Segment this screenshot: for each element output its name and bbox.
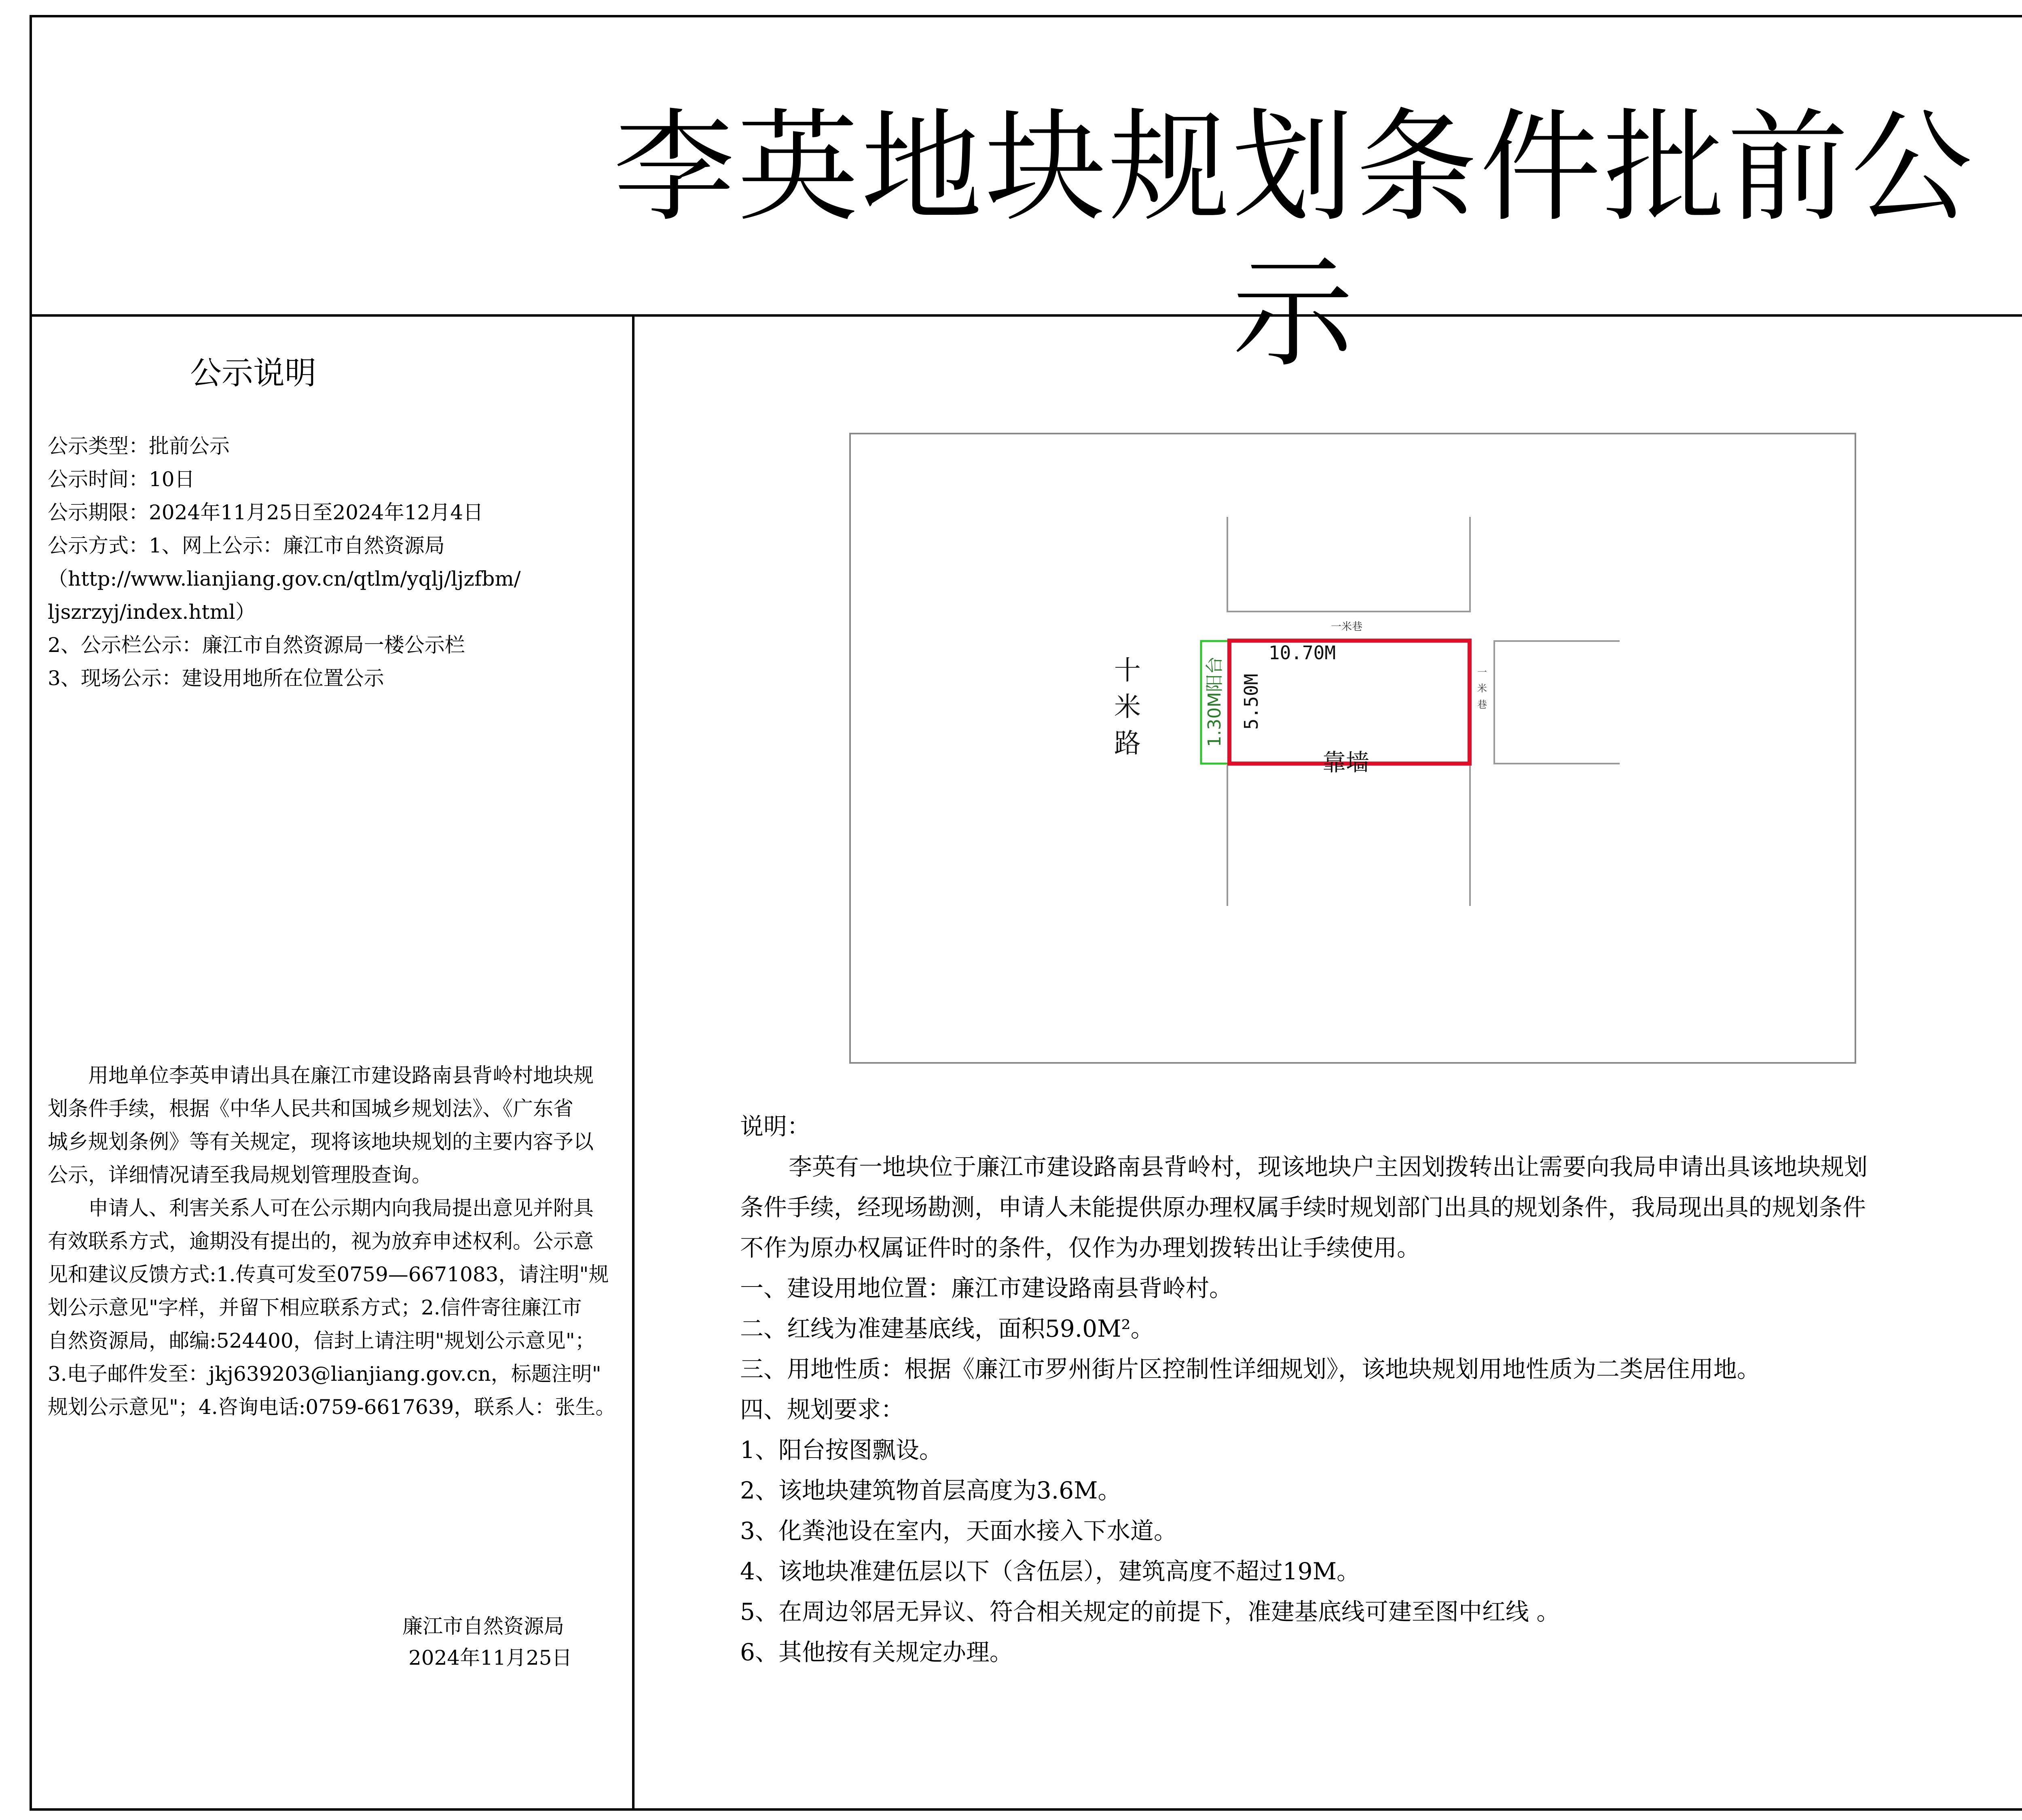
plan-border [850,434,1855,1063]
notice-body-line: 有效联系方式，逾期没有提出的，视为放弃申述权利。公示意 [48,1230,594,1253]
explanation-line: 1、阳台按图飘设。 [740,1436,943,1464]
right-block-outline [1494,641,1620,764]
base-line [1229,641,1470,764]
explanation-line: 李英有一地块位于廉江市建设路南县背岭村，现该地块户主因划拨转出让需要向我局申请出具该地块规划 [789,1153,1868,1181]
notice-body-line: 3.电子邮件发至：jkj639203@lianjiang.gov.cn，标题注明" [48,1362,601,1386]
explanation-line: 4、该地块准建伍层以下（含伍层），建筑高度不超过19M。 [740,1558,1360,1585]
notice-line: 2、公示栏公示：廉江市自然资源局一楼公示栏 [48,633,465,657]
explanation [740,1106,1868,1672]
explanation-heading: 说明： [740,1113,811,1140]
site-plan [849,433,1860,1068]
notice-body-line: 申请人、利害关系人可在公示期内向我局提出意见并附具 [88,1196,594,1220]
notice-body-line: 城乡规划条例》等有关规定，现将该地块规划的主要内容予以 [48,1130,594,1153]
left-column-divider [632,314,635,1811]
notice-body-line: 公示，详细情况请至我局规划管理股查询。 [48,1163,432,1187]
alley-right-label: 一 [1477,667,1487,678]
notice-line: ljszrzyj/index.html） [48,600,256,624]
alley-right-label: 米 [1477,683,1487,694]
page-title: 李英地块规划条件批前公示 [613,97,1975,384]
notice-body-line: 用地单位李英申请出具在廉江市建设路南县背岭村地块规 [88,1064,594,1087]
notice-line: 公示方式：1、网上公示：廉江市自然资源局 [48,534,445,557]
notice-body-line: 规划公示意见"；4.咨询电话:0759-6617639，联系人：张生。 [48,1395,616,1419]
explanation-line: 条件手续，经现场勘测，申请人未能提供原办理权属手续时规划部门出具的规划条件，我局现出具的规划条件 [740,1194,1866,1221]
explanation-line: 四、规划要求： [740,1396,905,1423]
notice-body-line: 见和建议反馈方式:1.传真可发至0759—6671083，请注明"规 [48,1263,609,1286]
alley-right-label: 巷 [1477,699,1487,710]
explanation-line: 2、该地块建筑物首层高度为3.6M。 [740,1477,1121,1504]
explanation-line: 一、建设用地位置：廉江市建设路南县背岭村。 [740,1274,1233,1302]
road-left-label: 路 [1114,728,1141,759]
width-label: 10.70M [1268,642,1336,664]
explanation-line: 三、用地性质：根据《廉江市罗州街片区控制性详细规划》，该地块规划用地性质为二类居住用地。 [740,1355,1761,1383]
road-left-label: 十 [1114,655,1141,686]
balcony-label: 1.30M阳台 [1204,656,1225,747]
notice-body [48,1059,615,1424]
notice-line: （http://www.lianjiang.gov.cn/qtlm/yqlj/ljzfbm/ [48,567,521,590]
alley-top-label: 一米巷 [1330,621,1363,633]
notice-heading: 公示说明 [190,355,317,392]
notice-line: 公示类型：批前公示 [48,434,230,458]
explanation-line: 二、红线为准建基底线，面积59.0M²。 [740,1315,1154,1342]
explanation-line: 6、其他按有关规定办理。 [740,1638,1013,1666]
top-block-outline [1227,517,1470,612]
explanation-line: 3、化粪池设在室内，天面水接入下水道。 [740,1517,1177,1545]
notice-body-line: 自然资源局，邮编:524400，信封上请注明"规划公示意见"； [48,1329,595,1352]
road-left-label: 米 [1114,691,1141,722]
notice-line: 公示时间：10日 [48,468,195,491]
notice-info [48,430,521,695]
height-label: 5.50M [1240,673,1262,730]
notice-body-line: 划条件手续，根据《中华人民共和国城乡规划法》、《广东省 [48,1097,573,1120]
signature-date: 2024年11月25日 [408,1646,572,1670]
explanation-line: 5、在周边邻居无异议、符合相关规定的前提下，准建基底线可建至图中红线 。 [740,1598,1560,1625]
notice-line: 公示期限：2024年11月25日至2024年12月4日 [48,501,484,524]
signature-org: 廉江市自然资源局 [402,1615,564,1638]
explanation-line: 不作为原办权属证件时的条件，仅作为办理划拨转出让手续使用。 [740,1234,1421,1261]
wall-label: 靠墙 [1322,749,1370,776]
notice-line: 3、现场公示：建设用地所在位置公示 [48,667,384,690]
notice-body-line: 划公示意见"字样，并留下相应联系方式；2.信件寄往廉江市 [48,1296,582,1319]
